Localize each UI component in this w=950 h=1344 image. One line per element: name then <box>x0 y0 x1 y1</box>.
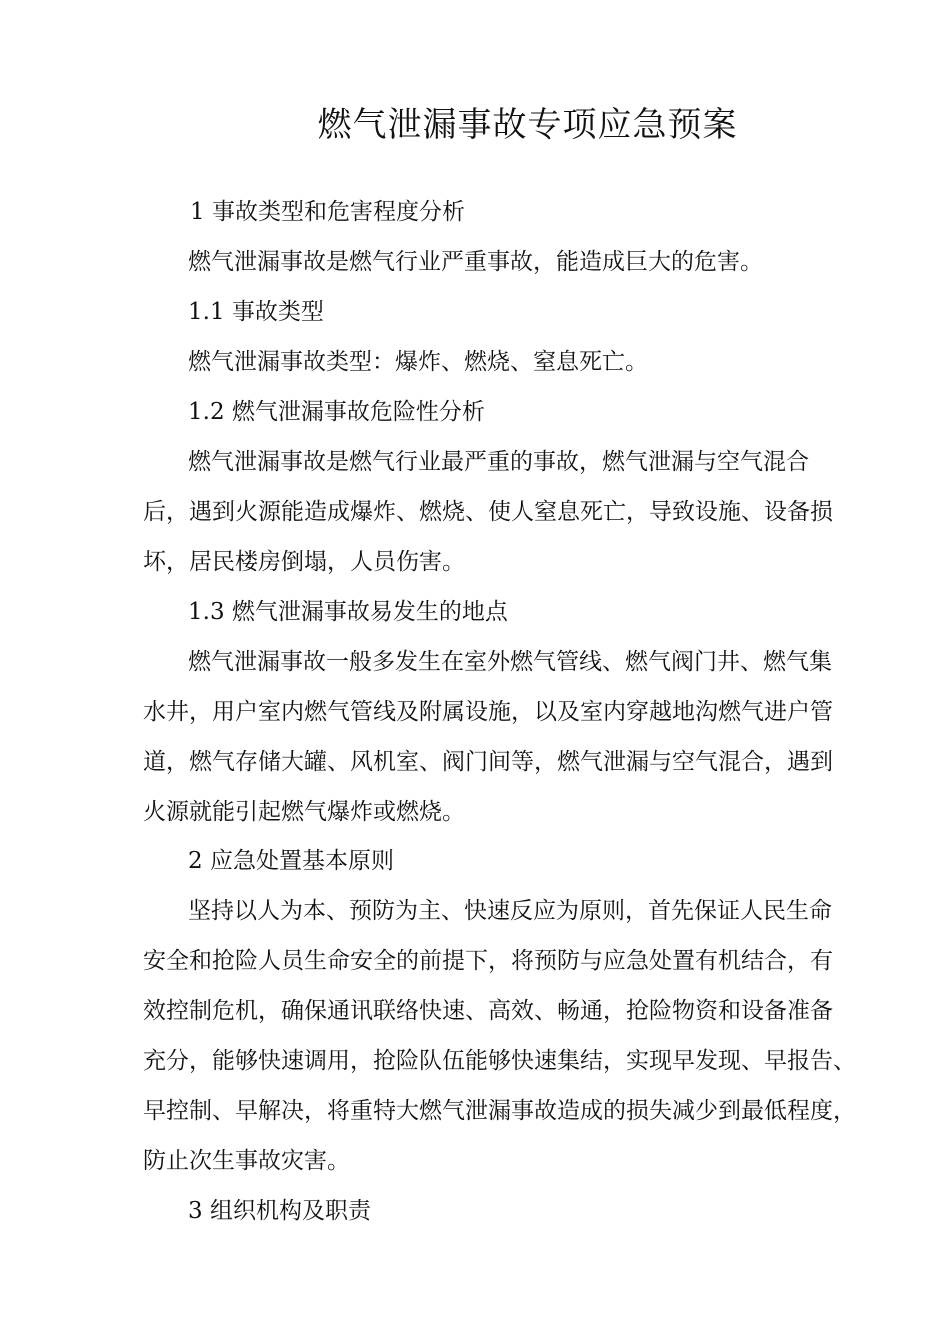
paragraph-line: 安全和抢险人员生命安全的前提下，将预防与应急处置有机结合，有 <box>143 948 833 974</box>
paragraph-line: 火源就能引起燃气爆炸或燃烧。 <box>143 799 465 825</box>
paragraph-line: 水井，用户室内燃气管线及附属设施，以及室内穿越地沟燃气进户管 <box>143 699 833 725</box>
section-1-1-text: 燃气泄漏事故类型：爆炸、燃烧、窒息死亡。 <box>188 349 648 375</box>
paragraph-line: 效控制危机，确保通讯联络快速、高效、畅通，抢险物资和设备准备 <box>143 998 833 1024</box>
paragraph-line: 防止次生事故灾害。 <box>143 1148 350 1174</box>
paragraph-line: 后，遇到火源能造成爆炸、燃烧、使人窒息死亡，导致设施、设备损 <box>143 499 833 525</box>
paragraph-line: 早控制、早解决，将重特大燃气泄漏事故造成的损失减少到最低程度， <box>143 1098 856 1124</box>
section-2-heading: 2 应急处置基本原则 <box>188 848 394 874</box>
paragraph-line: 道，燃气存储大罐、风机室、阀门间等，燃气泄漏与空气混合，遇到 <box>143 749 833 775</box>
section-3-heading: 3 组织机构及职责 <box>188 1198 371 1224</box>
section-1-text: 燃气泄漏事故是燃气行业严重事故，能造成巨大的危害。 <box>188 249 763 275</box>
paragraph-line: 坏，居民楼房倒塌，人员伤害。 <box>143 549 465 575</box>
paragraph-line: 充分，能够快速调用，抢险队伍能够快速集结，实现早发现、早报告、 <box>143 1048 856 1074</box>
section-1-1-heading: 1.1 事故类型 <box>188 299 324 325</box>
section-1-heading: 1 事故类型和危害程度分析 <box>190 199 465 225</box>
section-1-3-heading: 1.3 燃气泄漏事故易发生的地点 <box>188 599 508 625</box>
paragraph-line: 燃气泄漏事故一般多发生在室外燃气管线、燃气阀门井、燃气集 <box>188 649 832 675</box>
section-1-2-heading: 1.2 燃气泄漏事故危险性分析 <box>188 399 485 425</box>
document-title: 燃气泄漏事故专项应急预案 <box>317 105 738 145</box>
paragraph-line: 燃气泄漏事故是燃气行业最严重的事故，燃气泄漏与空气混合 <box>188 449 809 475</box>
paragraph-line: 坚持以人为本、预防为主、快速反应为原则，首先保证人民生命 <box>188 898 832 924</box>
